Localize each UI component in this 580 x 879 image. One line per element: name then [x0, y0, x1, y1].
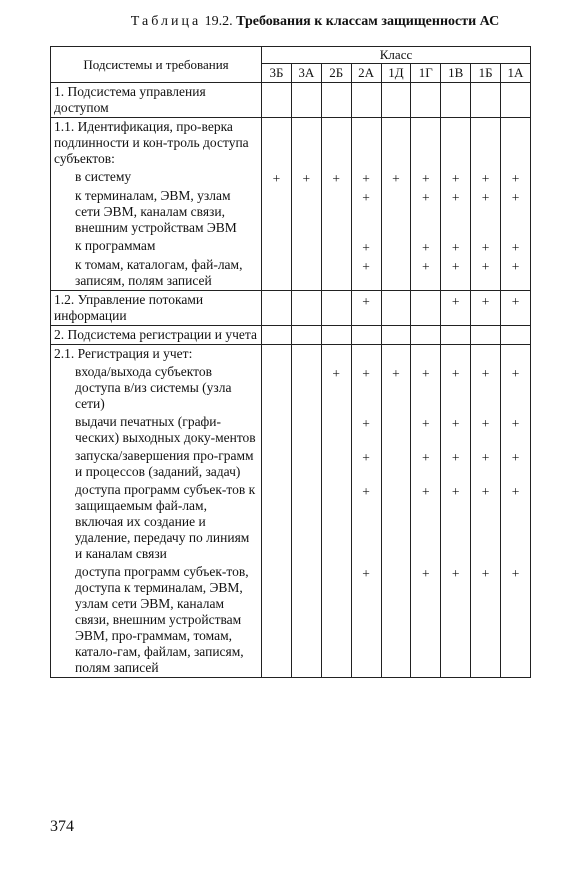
- requirement-mark: +: [471, 291, 501, 326]
- requirement-mark: +: [351, 291, 381, 326]
- requirement-mark: [262, 563, 292, 678]
- requirement-mark: +: [411, 237, 441, 256]
- requirement-mark: +: [411, 256, 441, 291]
- class-header-cell: 1Г: [411, 64, 441, 83]
- table-row: [51, 413, 531, 447]
- requirement-label: 2. Подсистема регистрации и учета: [51, 326, 262, 345]
- table-row: [51, 168, 531, 187]
- requirement-mark: +: [411, 413, 441, 447]
- requirement-mark: +: [441, 413, 471, 447]
- requirement-mark: +: [441, 237, 471, 256]
- requirement-label: входа/выхода субъектов доступа в/из системы (узла сети): [51, 363, 262, 413]
- requirement-mark: +: [441, 256, 471, 291]
- requirement-mark: +: [471, 413, 501, 447]
- requirement-mark: +: [321, 363, 351, 413]
- requirement-mark: +: [441, 187, 471, 237]
- table-caption: [50, 14, 580, 30]
- requirement-mark: [262, 413, 292, 447]
- requirement-mark: [381, 118, 411, 169]
- requirement-mark: [381, 326, 411, 345]
- requirement-mark: [351, 83, 381, 118]
- requirement-mark: +: [351, 447, 381, 481]
- requirement-mark: +: [501, 291, 531, 326]
- requirement-mark: [351, 326, 381, 345]
- requirement-mark: [321, 291, 351, 326]
- class-header-cell: 2А: [351, 64, 381, 83]
- requirement-mark: [411, 345, 441, 364]
- requirement-mark: [291, 291, 321, 326]
- requirement-mark: [321, 256, 351, 291]
- requirement-mark: +: [441, 363, 471, 413]
- header-class-group: Класс: [262, 47, 531, 64]
- requirement-mark: +: [471, 237, 501, 256]
- requirement-mark: +: [471, 363, 501, 413]
- requirement-mark: +: [351, 363, 381, 413]
- requirement-mark: [262, 83, 292, 118]
- requirement-mark: [262, 363, 292, 413]
- requirement-mark: [351, 345, 381, 364]
- requirement-label: к программам: [51, 237, 262, 256]
- requirement-mark: +: [501, 563, 531, 678]
- requirement-mark: +: [471, 481, 501, 563]
- requirement-mark: [321, 326, 351, 345]
- requirement-mark: [381, 291, 411, 326]
- requirement-mark: [291, 256, 321, 291]
- class-header-cell: 3А: [291, 64, 321, 83]
- requirement-mark: +: [381, 363, 411, 413]
- requirement-mark: [321, 237, 351, 256]
- header-row-group: [51, 47, 531, 64]
- requirement-mark: [441, 83, 471, 118]
- requirement-mark: +: [351, 168, 381, 187]
- requirement-mark: +: [262, 168, 292, 187]
- requirement-label: к терминалам, ЭВМ, узлам сети ЭВМ, каналам связи, внешним устройствам ЭВМ: [51, 187, 262, 237]
- table-row: [51, 256, 531, 291]
- table-row: [51, 187, 531, 237]
- requirement-mark: +: [471, 168, 501, 187]
- table-body: [51, 83, 531, 678]
- requirement-mark: +: [441, 481, 471, 563]
- requirement-mark: [381, 256, 411, 291]
- requirement-label: в систему: [51, 168, 262, 187]
- requirement-mark: +: [411, 168, 441, 187]
- requirement-mark: [381, 481, 411, 563]
- requirement-mark: +: [501, 363, 531, 413]
- requirement-mark: [501, 326, 531, 345]
- requirement-mark: +: [351, 413, 381, 447]
- requirement-mark: [262, 326, 292, 345]
- requirement-mark: [291, 187, 321, 237]
- requirement-mark: [441, 326, 471, 345]
- requirement-mark: +: [351, 187, 381, 237]
- requirement-mark: [321, 481, 351, 563]
- requirement-mark: +: [501, 447, 531, 481]
- class-header-cell: 1Б: [471, 64, 501, 83]
- table-row: [51, 237, 531, 256]
- requirement-mark: [501, 83, 531, 118]
- requirement-mark: +: [321, 168, 351, 187]
- requirement-mark: [321, 118, 351, 169]
- requirement-mark: [471, 83, 501, 118]
- requirement-mark: [262, 291, 292, 326]
- requirement-mark: [262, 256, 292, 291]
- requirement-mark: [501, 118, 531, 169]
- requirement-mark: +: [351, 256, 381, 291]
- requirement-label: 1. Подсистема управления доступом: [51, 83, 262, 118]
- requirement-mark: +: [471, 447, 501, 481]
- table-row: [51, 447, 531, 481]
- requirement-mark: +: [411, 187, 441, 237]
- requirement-mark: +: [441, 563, 471, 678]
- requirement-mark: [291, 345, 321, 364]
- table-row: [51, 291, 531, 326]
- requirement-mark: +: [501, 481, 531, 563]
- requirement-mark: [441, 118, 471, 169]
- requirement-mark: [411, 326, 441, 345]
- requirement-mark: +: [471, 187, 501, 237]
- table-row: [51, 118, 531, 169]
- requirement-mark: +: [501, 187, 531, 237]
- requirement-mark: [471, 118, 501, 169]
- requirement-mark: [291, 413, 321, 447]
- requirement-label: 1.1. Идентификация, про-верка подлинности и кон-троль доступа субъектов:: [51, 118, 262, 169]
- requirement-mark: +: [471, 256, 501, 291]
- requirement-mark: +: [291, 168, 321, 187]
- header-subsystems: Подсистемы и требования: [51, 47, 262, 83]
- requirement-mark: [291, 237, 321, 256]
- table-row: [51, 481, 531, 563]
- requirement-mark: [262, 447, 292, 481]
- caption-prefix: Таблица: [130, 14, 202, 29]
- requirement-mark: [321, 345, 351, 364]
- requirement-mark: [291, 563, 321, 678]
- requirement-label: выдачи печатных (графи-ческих) выходных доку-ментов: [51, 413, 262, 447]
- caption-title: Требования к классам защищенности АС: [236, 14, 500, 29]
- table-row: [51, 563, 531, 678]
- requirement-mark: [321, 83, 351, 118]
- class-header-cell: 1В: [441, 64, 471, 83]
- class-header-cell: 1Д: [381, 64, 411, 83]
- requirement-mark: [321, 187, 351, 237]
- requirement-mark: [441, 345, 471, 364]
- requirement-mark: [291, 447, 321, 481]
- requirement-label: запуска/завершения про-грамм и процессов (заданий, задач): [51, 447, 262, 481]
- requirement-mark: [411, 291, 441, 326]
- requirement-mark: +: [411, 363, 441, 413]
- requirement-mark: [291, 83, 321, 118]
- requirement-mark: +: [501, 168, 531, 187]
- requirement-mark: +: [351, 563, 381, 678]
- requirement-mark: +: [441, 291, 471, 326]
- requirement-mark: [381, 237, 411, 256]
- requirement-mark: [381, 345, 411, 364]
- page-number: 374: [50, 818, 74, 835]
- requirement-mark: [351, 118, 381, 169]
- requirement-mark: [381, 187, 411, 237]
- requirement-mark: [262, 118, 292, 169]
- class-header-cell: 3Б: [262, 64, 292, 83]
- requirement-mark: +: [351, 481, 381, 563]
- requirement-mark: +: [501, 237, 531, 256]
- table-row: [51, 326, 531, 345]
- requirement-mark: +: [501, 413, 531, 447]
- requirement-mark: +: [411, 447, 441, 481]
- requirement-label: доступа программ субъек-тов к защищаемым фай-лам, включая их создание и удаление, передачу по линиям и каналам связи: [51, 481, 262, 563]
- requirement-mark: [321, 563, 351, 678]
- requirement-mark: [262, 481, 292, 563]
- requirement-mark: [321, 413, 351, 447]
- caption-number: 19.2.: [204, 14, 233, 29]
- requirement-mark: [291, 326, 321, 345]
- requirement-label: доступа программ субъек-тов, доступа к терминалам, ЭВМ, узлам сети ЭВМ, каналам связи, внешним устройствам ЭВМ, про-граммам, томам, катало-гам, файлам, записям, полям записей: [51, 563, 262, 678]
- requirement-mark: [381, 413, 411, 447]
- requirement-mark: [471, 326, 501, 345]
- requirement-mark: [381, 563, 411, 678]
- table-row: [51, 363, 531, 413]
- requirement-mark: [262, 187, 292, 237]
- requirement-mark: +: [501, 256, 531, 291]
- requirement-mark: +: [441, 447, 471, 481]
- requirement-mark: +: [411, 563, 441, 678]
- requirement-mark: [291, 481, 321, 563]
- requirement-label: к томам, каталогам, фай-лам, записям, полям записей: [51, 256, 262, 291]
- requirement-mark: +: [351, 237, 381, 256]
- table-row: [51, 83, 531, 118]
- requirement-mark: [471, 345, 501, 364]
- requirement-mark: [291, 363, 321, 413]
- requirement-label: 2.1. Регистрация и учет:: [51, 345, 262, 364]
- requirement-mark: +: [411, 481, 441, 563]
- class-header-cell: 1А: [501, 64, 531, 83]
- requirement-mark: [262, 237, 292, 256]
- requirement-mark: [411, 83, 441, 118]
- requirement-mark: +: [441, 168, 471, 187]
- class-header-cell: 2Б: [321, 64, 351, 83]
- requirement-mark: [381, 83, 411, 118]
- requirement-mark: [411, 118, 441, 169]
- requirement-label: 1.2. Управление потоками информации: [51, 291, 262, 326]
- requirement-mark: +: [471, 563, 501, 678]
- table-row: [51, 345, 531, 364]
- requirement-mark: [291, 118, 321, 169]
- requirement-mark: [501, 345, 531, 364]
- requirement-mark: [321, 447, 351, 481]
- requirement-mark: [381, 447, 411, 481]
- requirements-table: [50, 46, 531, 678]
- requirement-mark: +: [381, 168, 411, 187]
- requirement-mark: [262, 345, 292, 364]
